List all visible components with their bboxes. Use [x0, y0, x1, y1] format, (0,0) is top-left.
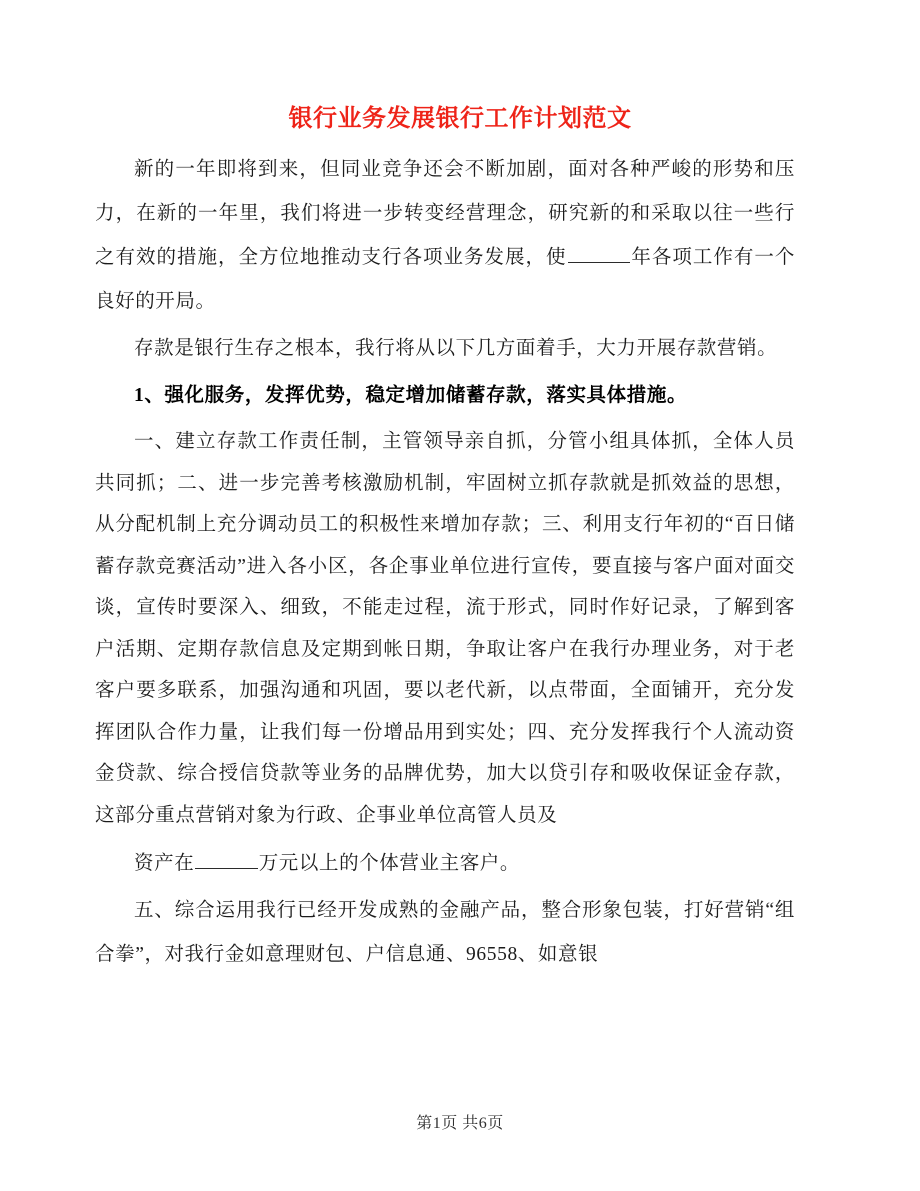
page-title: 银行业务发展银行工作计划范文 [288, 106, 632, 132]
asset-amount-blank-field[interactable] [195, 849, 257, 869]
year-blank-field[interactable] [568, 243, 630, 263]
paragraph-asset-text-after-blank: 万元以上的个体营业主客户。 [258, 853, 521, 874]
paragraph-measure-5: 五、综合运用我行已经开发成熟的金融产品，整合形象包装，打好营销“组合拳”，对我行金如意理财包、户信息通、96558、如意银 [95, 900, 795, 965]
page-footer: 第1页 共6页 [416, 1115, 504, 1132]
paragraph-asset-threshold [95, 842, 795, 886]
paragraph-deposit-foundation: 存款是银行生存之根本，我行将从以下几方面着手，大力开展存款营销。 [134, 338, 778, 359]
paragraph-intro [95, 148, 795, 324]
paragraph-measures-detail: 一、建立存款工作责任制，主管领导亲自抓，分管小组具体抓，全体人员共同抓；二、进一步完善考核激励机制，牢固树立抓存款就是抓效益的思想，从分配机制上充分调动员工的积极性来增加存款；三、利用支行年初的“百日储蓄存款竞赛活动”进入各小区，各企事业单位进行宣传，要直接与客户面对面交谈，宣传时要深入、细致，不能走过程，流于形式，同时作好记录，了解到客户活期、定期存款信息及定期到帐日期，争取让客户在我行办理业务，对于老客户要多联系，加强沟通和巩固，要以老代新，以点带面，全面铺开，充分发挥团队合作力量，让我们每一份增品用到实处；四、充分发挥我行个人流动资金贷款、综合授信贷款等业务的品牌优势，加大以贷引存和吸收保证金存款，这部分重点营销对象为行政、企事业单位高管人员及 [95, 431, 795, 826]
heading-measure-1: 1、强化服务，发挥优势，稳定增加储蓄存款，落实具体措施。 [134, 385, 688, 406]
paragraph-intro-text-before-blank: 新的一年即将到来，但同业竞争还会不断加剧，面对各种严峻的形势和压力，在新的一年里，我们将进一步转变经营理念，研究新的和采取以往一些行之有效的措施，全方位地推动支行各项业务发展，使 [95, 159, 795, 268]
paragraph-asset-text-before-blank: 资产在 [134, 853, 195, 874]
paragraph-intro-text-after-blank: 年各项工作有一个良好的开局。 [95, 247, 795, 312]
document-body [95, 148, 795, 977]
